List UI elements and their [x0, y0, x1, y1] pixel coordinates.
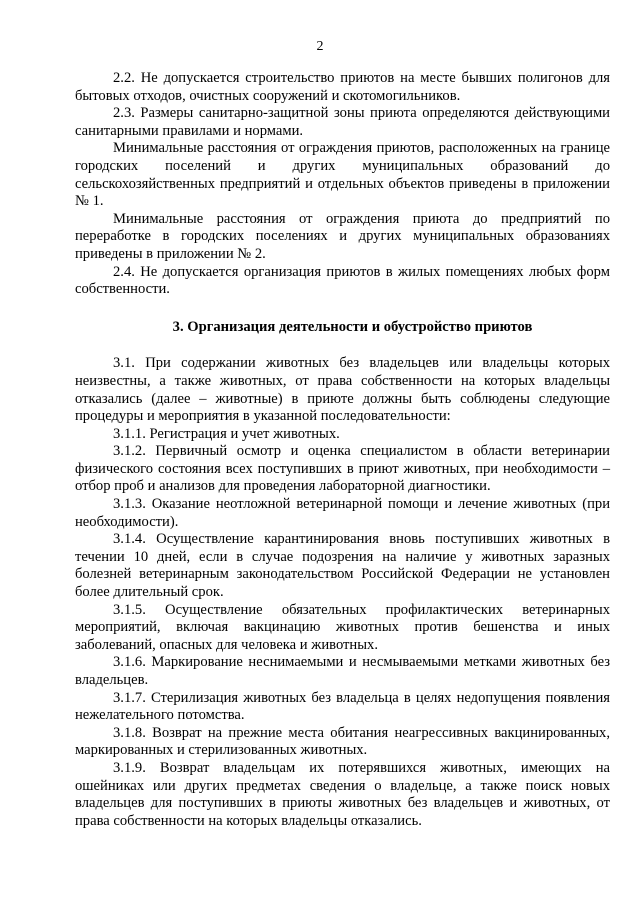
paragraph-2-3: 2.3. Размеры санитарно-защитной зоны приюта определяются действующими санитарными правилами и нормами.: [75, 105, 610, 139]
paragraph-2-2: 2.2. Не допускается строительство приютов на месте бывших полигонов для бытовых отходов, очистных сооружений и скотомогильников.: [75, 70, 610, 104]
paragraph-2-4: 2.4. Не допускается организация приютов в жилых помещениях любых форм собственности.: [75, 263, 610, 298]
paragraph-3-1-4: 3.1.4. Осуществление карантинирования вновь поступивших животных в течении 10 дней, если в случае подозрения на наличие у животных заразных болезней ветеринарным законодательством Российской Федерации не установлен более длительный срок.: [75, 531, 610, 601]
page-number: 2: [316, 39, 324, 54]
paragraph-3-1-2: 3.1.2. Первичный осмотр и оценка специалистом в области ветеринарии физического состояния всех поступивших в приют животных, при необходимости – отбор проб и анализов для проведения лабораторной диагностики.: [75, 443, 610, 495]
paragraph-3-1-6: 3.1.6. Маркирование неснимаемыми и несмываемыми метками животных без владельцев.: [75, 654, 610, 688]
paragraph-min-distances-1: Минимальные расстояния от ограждения приютов, расположенных на границе городских поселений и других муниципальных образований до сельскохозяйственных предприятий и отдельных объектов приведены в приложении № 1.: [75, 140, 610, 210]
paragraph-min-distances-2: Минимальные расстояния от ограждения приюта до предприятий по переработке в городских поселениях и других муниципальных образованиях приведены в приложении № 2.: [75, 210, 610, 262]
paragraph-3-1-5: 3.1.5. Осуществление обязательных профилактических ветеринарных мероприятий, включая вакцинацию животных против бешенства и иных заболеваний, опасных для человека и животных.: [75, 601, 610, 653]
paragraph-3-1-9: 3.1.9. Возврат владельцам их потерявшихся животных, имеющих на ошейниках или других предметах сведения о владельце, а также поиск новых владельцев для поступивших в приюты животных без владельцев и животных, от права собственности на которых владельцы отказались.: [75, 759, 610, 829]
paragraph-3-1: 3.1. При содержании животных без владельцев или владельцы которых неизвестны, а также животных, от права собственности на которых владельцы отказались (далее – животные) в приюте должны быть соблюдены следующие процедуры и мероприятия в указанной последовательности:: [75, 355, 610, 425]
paragraph-3-1-1: 3.1.1. Регистрация и учет животных.: [113, 425, 340, 442]
paragraph-3-1-3: 3.1.3. Оказание неотложной ветеринарной помощи и лечение животных (при необходимости).: [75, 496, 610, 530]
paragraph-3-1-7: 3.1.7. Стерилизация животных без владельца в целях недопущения появления нежелательного потомства.: [75, 689, 610, 724]
section-heading: 3. Организация деятельности и обустройство приютов: [172, 318, 533, 335]
paragraph-3-1-8: 3.1.8. Возврат на прежние места обитания неагрессивных вакцинированных, маркированных и стерилизованных животных.: [75, 724, 610, 759]
document-body: [75, 70, 610, 830]
